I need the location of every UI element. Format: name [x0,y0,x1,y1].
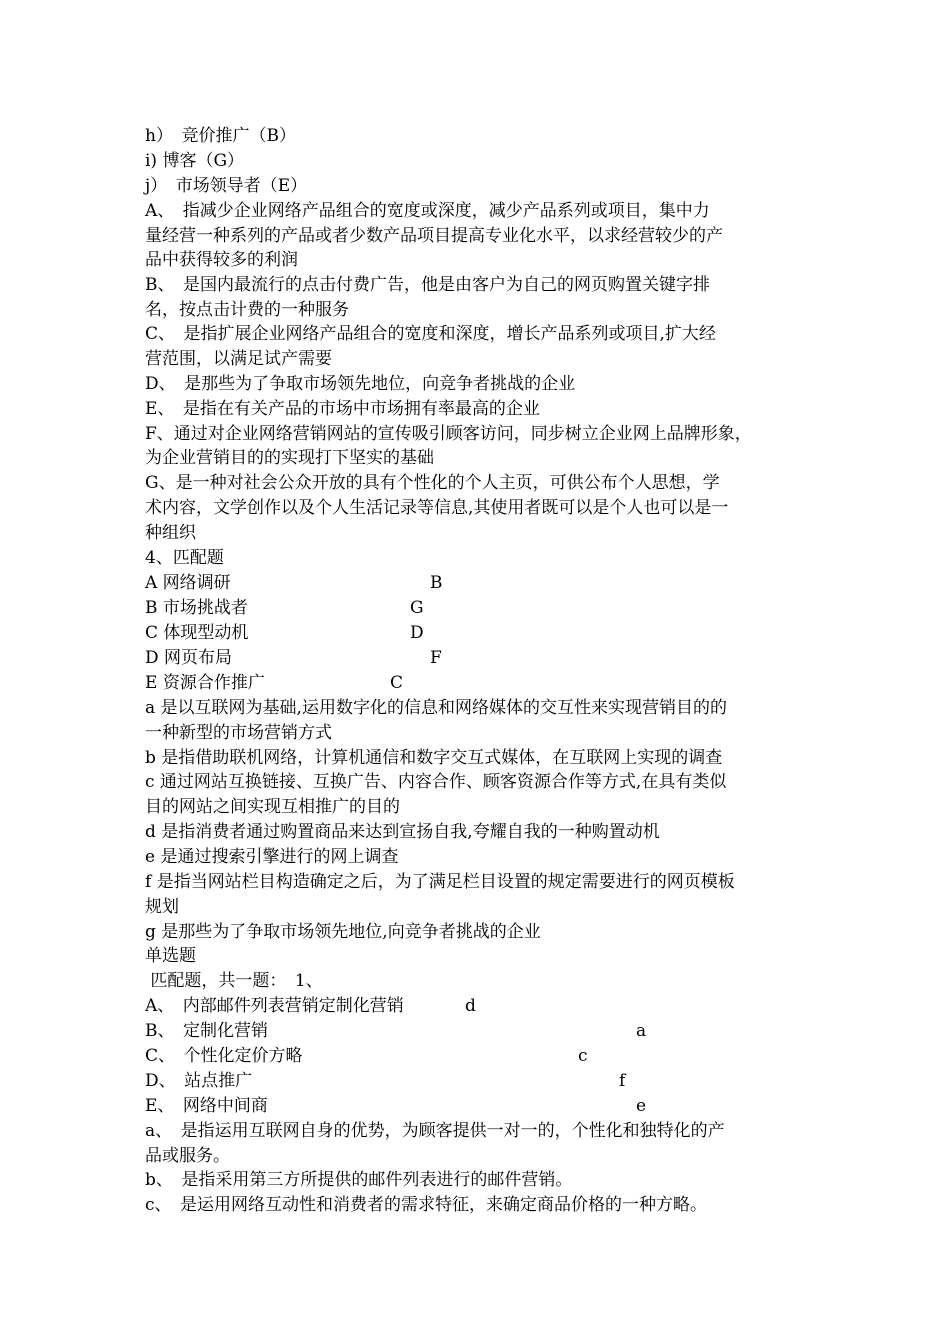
match-row [145,596,825,621]
text-line: C、 是指扩展企业网络产品组合的宽度和深度，增长产品系列或项目,扩大经 [145,324,716,344]
match-term: A 网络调研 [145,573,231,593]
match-term: D、 站点推广 [145,1071,253,1091]
match-answer: D [410,623,424,643]
text-line: 为企业营销目的的实现打下坚实的基础 [145,448,434,468]
text-line: 品中获得较多的利润 [145,250,298,270]
text-line: G、是一种对社会公众开放的具有个性化的个人主页，可供公布个人思想，学 [145,473,720,493]
match-term: A、 内部邮件列表营销定制化营销 [145,996,404,1016]
question-heading: 匹配题，共一题： 1、 [145,971,323,991]
text-line: c、 是运用网络互动性和消费者的需求特征，来确定商品价格的一种方略。 [145,1195,708,1215]
text-line: 规划 [145,897,179,917]
match-answer: e [636,1096,647,1116]
text-line: F、通过对企业网络营销网站的宣传吸引顾客访问，同步树立企业网上品牌形象， [145,424,752,444]
text-line: A、 指减少企业网络产品组合的宽度或深度，减少产品系列或项目，集中力 [145,201,710,221]
text-line: d 是指消费者通过购置商品来达到宣扬自我,夸耀自我的一种购置动机 [145,822,660,842]
text-line: j） 市场领导者（E） [145,176,308,196]
match-answer: d [465,996,476,1016]
match-row [145,621,825,646]
text-line: B、 是国内最流行的点击付费广告，他是由客户为自己的网页购置关键字排 [145,275,710,295]
match-term: E、 网络中间商 [145,1096,268,1116]
text-line: g 是那些为了争取市场领先地位,向竞争者挑战的企业 [145,922,541,942]
match-row [145,994,825,1019]
section-heading: 单选题 [145,946,196,966]
text-line: a、 是指运用互联网自身的优势，为顾客提供一对一的，个性化和独特化的产 [145,1121,725,1141]
text-line: 品或服务。 [145,1146,230,1166]
match-row [145,671,825,696]
text-line: 种组织 [145,523,196,543]
text-line: i) 博客（G） [145,151,245,171]
text-line: 目的网站之间实现互相推广的目的 [145,797,400,817]
text-line: 4、匹配题 [145,548,224,568]
match-term: D 网页布局 [145,648,233,668]
match-answer: F [430,648,442,668]
match-term: B 市场挑战者 [145,598,248,618]
match-answer: G [410,598,424,618]
match-answer: a [636,1021,647,1041]
match-row [145,646,825,671]
text-line: b 是指借助联机网络，计算机通信和数字交互式媒体，在互联网上实现的调查 [145,748,723,768]
text-line: a 是以互联网为基础,运用数字化的信息和网络媒体的交互性来实现营销目的的 [145,698,727,718]
match-term: C 体现型动机 [145,623,249,643]
match-row [145,1044,825,1069]
match-answer: C [390,673,404,693]
text-line: D、 是那些为了争取市场领先地位，向竞争者挑战的企业 [145,374,576,394]
text-line: f 是指当网站栏目构造确定之后，为了满足栏目设置的规定需要进行的网页模板 [145,872,735,892]
match-row [145,1069,825,1094]
text-line: 营范围，以满足试产需要 [145,349,332,369]
match-term: E 资源合作推广 [145,673,265,693]
match-term: C、 个性化定价方略 [145,1046,303,1066]
match-row [145,1019,825,1044]
text-line: 术内容，文学创作以及个人生活记录等信息,其使用者既可以是个人也可以是一 [145,498,729,518]
text-line: e 是通过搜索引擎进行的网上调查 [145,847,399,867]
text-line: h） 竞价推广（B） [145,126,296,146]
text-line: 名，按点击计费的一种服务 [145,300,349,320]
text-line: b、 是指采用第三方所提供的邮件列表进行的邮件营销。 [145,1170,573,1190]
text-line: 量经营一种系列的产品或者少数产品项目提高专业化水平，以求经营较少的产 [145,226,723,246]
match-answer: B [430,573,443,593]
text-line: E、 是指在有关产品的市场中市场拥有率最高的企业 [145,399,540,419]
text-line: 一种新型的市场营销方式 [145,723,332,743]
match-row [145,571,825,596]
match-row [145,1094,825,1119]
match-term: B、 定制化营销 [145,1021,268,1041]
match-answer: f [619,1071,626,1091]
match-answer: c [578,1046,588,1066]
text-line: c 通过网站互换链接、互换广告、内容合作、顾客资源合作等方式,在具有类似 [145,772,727,792]
